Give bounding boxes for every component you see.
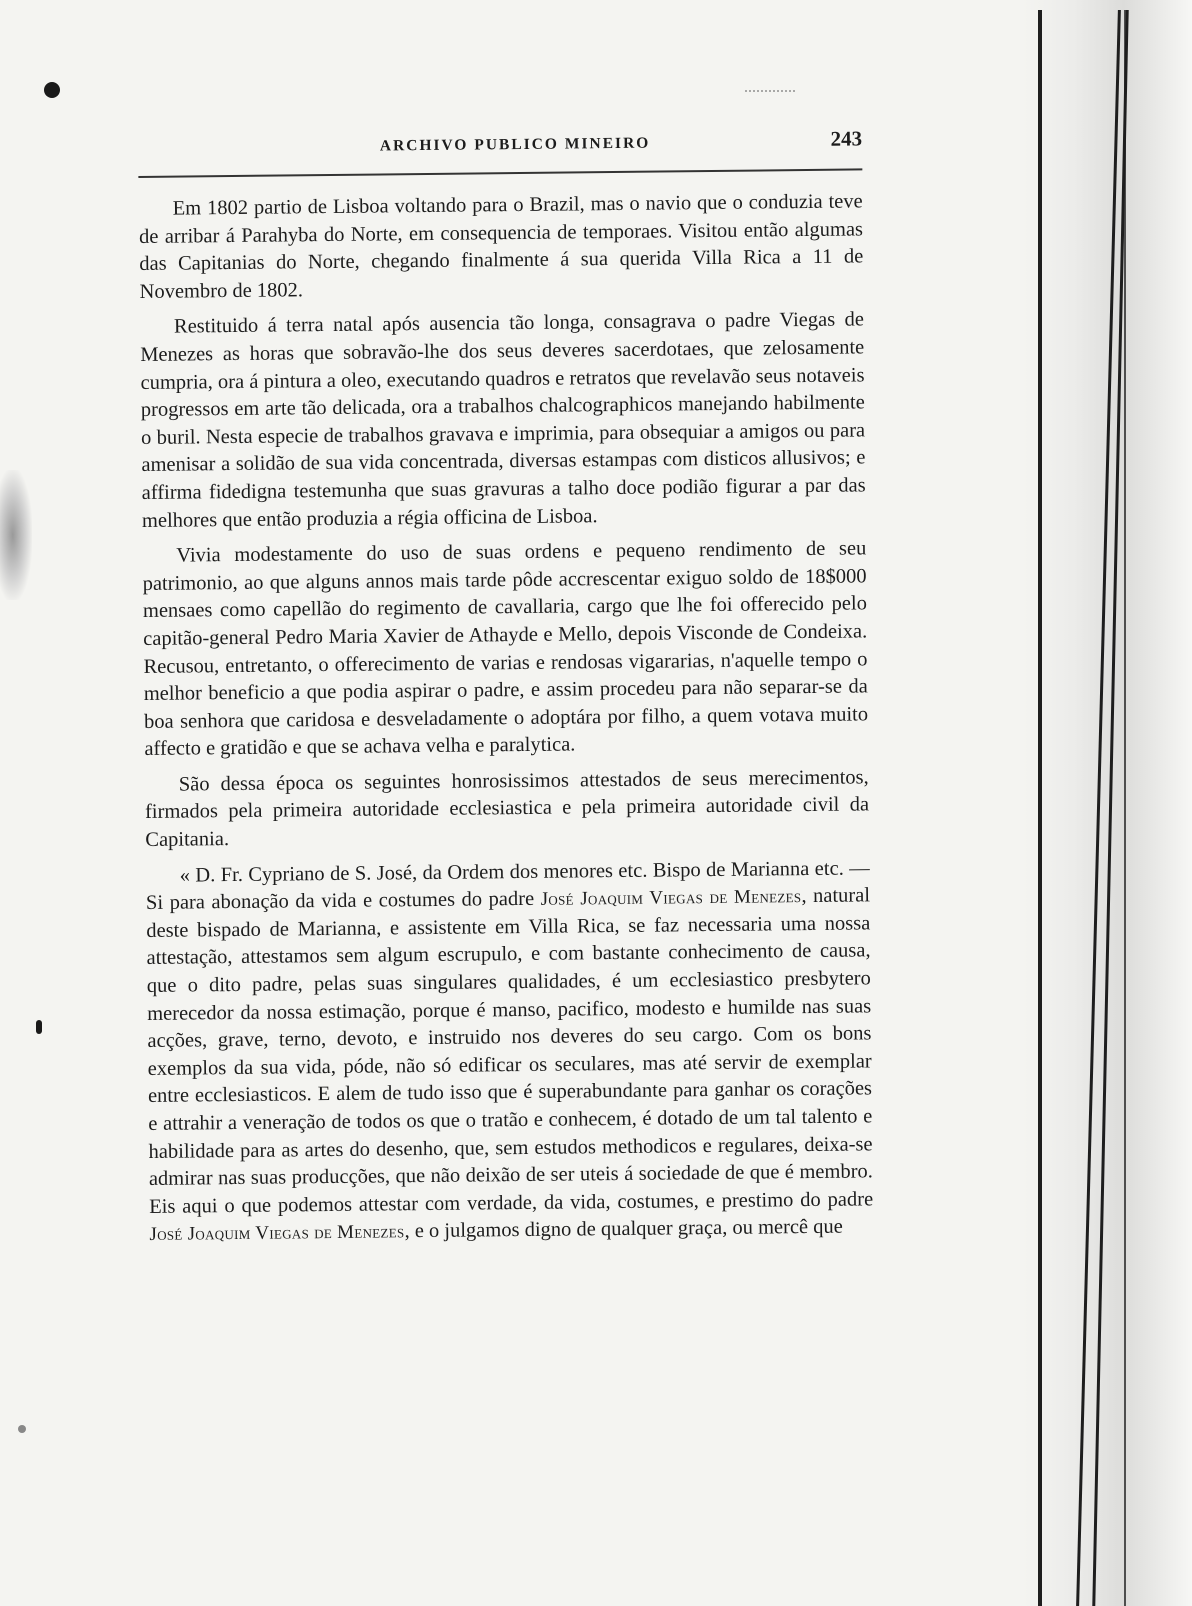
quote-text: , natural deste bispado de Marianna, e assistente em Villa Rica, se faz necessaria uma nossa attestação, attestamos sem algum escrupulo, e com bastante conhecimento de causa, que o dito padre, pelas suas singulares qualidades, é um ecclesiastico presbytero merecedor da nossa estimação, porque é manso, pacifico, modesto e humilde nas suas acções, grave, terno, devoto, e instruido nos deveres do seu cargo. Com os bons exemplos da sua vida, póde, não só edificar os seculares, mas até servir de exemplar entre ecclesiasticos. E alem de tudo isso que é superabundante para ganhar os corações e attrahir a veneração de todos os que o tratão e conhecem, é dotado de um tal talento e habilidade para as artes do desenho, que, sem estudos methodicos e regulares, deixa-se admirar nas suas producções, que não deixão de ser uteis á sociedade de que é membro. Eis aqui o que podemos attestar com verdade, da vida, costumes, e prestimo do padre <box>146 884 874 1218</box>
scan-speck <box>745 90 795 106</box>
quote-text: « D. Fr. Cypriano de S. José, da Ordem dos menores etc. Bispo de Marianna etc. — Si para abonação da vida e costumes do padre <box>145 857 870 915</box>
paragraph: São dessa época os seguintes honrosissimos attestados de seus merecimentos, firmados pela primeira autoridade ecclesiastica e pela primeira autoridade civil da Capitania. <box>144 766 870 852</box>
paragraph: Em 1802 partio de Lisboa voltando para o Brazil, mas o navio que o conduzia teve de arribar á Parahyba do Norte, em consequencia de temporaes. Visitou então algumas das Capitanias do Norte, chegando finalmente á sua querida Villa Rica a 11 de Novembro de 1802. <box>138 190 864 303</box>
scan-dot-mark <box>44 82 60 98</box>
scan-dot-mark <box>18 1425 26 1433</box>
scan-dot-mark <box>36 1020 42 1034</box>
quote-text: , e o julgamos digno de qualquer graça, ou mercê que <box>404 1216 843 1243</box>
page-edge-line <box>1038 10 1042 1606</box>
running-title: ARCHIVO PUBLICO MINEIRO <box>379 134 651 155</box>
paragraph: Restituido á terra natal após ausencia tão longa, consagrava o padre Viegas de Menezes as horas que sobravão-lhe dos seus deveres sacerdotaes, que zelosamente cumpria, ora á pintura a oleo, executando quadros e retratos que revelavão seus notaveis progressos em arte tão delicada, ora a trabalhos chalcographicos manejando habilmente o buril. Nesta especie de trabalhos gravava e imprimia, para obsequiar a amigos ou para amenisar a solidão de sua vida concentrada, diversas estampas com disticos allusivos; e affirma fidedigna testemunha que suas gravuras a talho doce podião figurar a par das melhores que então produzia a régia officina de Lisboa. <box>140 308 866 532</box>
book-page <box>138 126 874 1256</box>
running-header <box>138 126 863 174</box>
quoted-attestation <box>146 855 874 1249</box>
person-name: José Joaquim Viegas de Menezes <box>149 1221 405 1246</box>
page-edge-line <box>1124 10 1126 1606</box>
person-name: José Joaquim Viegas de Menezes <box>540 886 802 911</box>
body-text <box>139 188 874 1248</box>
page-number: 243 <box>830 126 863 151</box>
scan-left-edge-smudge <box>0 470 32 600</box>
paragraph: Vivia modestamente do uso de suas ordens e pequeno rendimento de seu patrimonio, ao que alguns annos mais tarde pôde accrescentar exiguo soldo de 18$000 mensaes como capellão do regimento de cavallaria, cargo que lhe foi offerecido pelo capitão-general Pedro Maria Xavier de Athayde e Mello, depois Visconde de Condeixa. Recusou, entretanto, o offerecimento de varias e rendosas vigararias, n'aquelle tempo o melhor beneficio a que podia aspirar o padre, e assim procedeu para não separar-se da boa senhora que caridosa e desveladamente o adoptára por filho, a quem votava muito affecto e gratidão e que se achava velha e paralytica. <box>142 537 869 761</box>
book-spine-edge <box>1022 0 1192 1606</box>
